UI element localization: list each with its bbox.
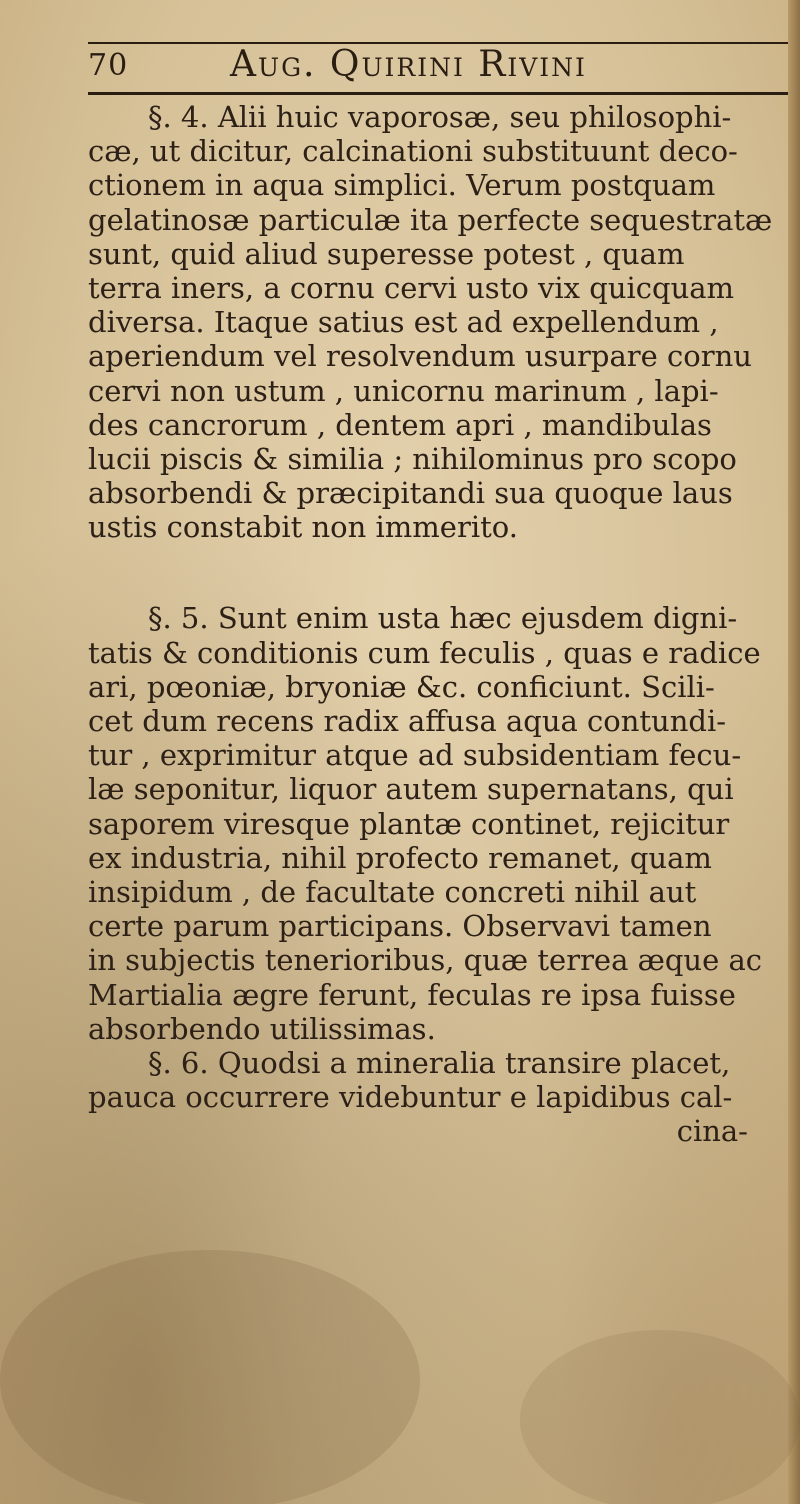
running-head: Aug. Quirini Rivini	[230, 44, 587, 85]
text-line: cervi non ustum , unicornu marinum , lapi-	[88, 373, 719, 408]
text-line: aperiendum vel resolvendum usurpare cornu	[88, 339, 752, 374]
text-line: in subjectis tenerioribus, quæ terrea æque ac	[88, 943, 763, 978]
text-line: ex industria, nihil profecto remanet, quam	[88, 840, 712, 875]
text-line: absorbendi & præcipitandi sua quoque laus	[88, 476, 733, 511]
text-line: des cancrorum , dentem apri , mandibulas	[88, 407, 712, 442]
header-rule-bottom	[88, 92, 788, 95]
body-text	[88, 100, 788, 1148]
text-line: insipidum , de facultate concreti nihil aut	[88, 874, 697, 909]
text-line: saporem viresque plantæ continet, rejicitur	[88, 806, 730, 841]
paper-stain	[520, 1330, 800, 1504]
text-line: sunt, quid aliud superesse potest , quam	[88, 236, 685, 271]
page-edge	[788, 0, 800, 1504]
text-line: cæ, ut dicitur, calcinationi substituunt deco-	[88, 134, 738, 169]
text-line: pauca occurrere videbuntur e lapidibus cal-	[88, 1080, 733, 1115]
page-number: 70	[88, 48, 129, 83]
text-line: læ seponitur, liquor autem supernatans, qui	[88, 772, 734, 807]
text-line: certe parum participans. Observavi tamen	[88, 909, 712, 944]
text-line: lucii piscis & similia ; nihilominus pro scopo	[88, 441, 737, 476]
text-line: cet dum recens radix affusa aqua contundi-	[88, 704, 727, 738]
page-header	[88, 44, 788, 90]
text-line: Martialia ægre ferunt, feculas re ipsa fuisse	[88, 977, 736, 1012]
text-line: ustis constabit non immerito.	[88, 510, 518, 545]
text-line: diversa. Itaque satius est ad expellendum ,	[88, 305, 719, 340]
text-line: tatis & conditionis cum feculis , quas e radice	[88, 635, 761, 670]
text-line: tur , exprimitur atque ad subsidentiam fecu-	[88, 738, 742, 773]
text-line: §. 5. Sunt enim usta hæc ejusdem digni-	[148, 601, 738, 636]
text-line: terra iners, a cornu cervi usto vix quicquam	[88, 270, 735, 305]
text-line: absorbendo utilissimas.	[88, 1011, 436, 1046]
text-line: ari, pœoniæ, bryoniæ &c. conficiunt. Scili-	[88, 669, 715, 704]
text-line: gelatinosæ particulæ ita perfecte sequestratæ	[88, 202, 773, 237]
text-line: ctionem in aqua simplici. Verum postquam	[88, 168, 716, 203]
text-line: §. 6. Quodsi a mineralia transire placet,	[148, 1045, 731, 1080]
catchword: cina-	[676, 1114, 748, 1149]
text-line: §. 4. Alii huic vaporosæ, seu philosophi-	[148, 100, 732, 134]
paper-stain	[0, 1250, 420, 1504]
